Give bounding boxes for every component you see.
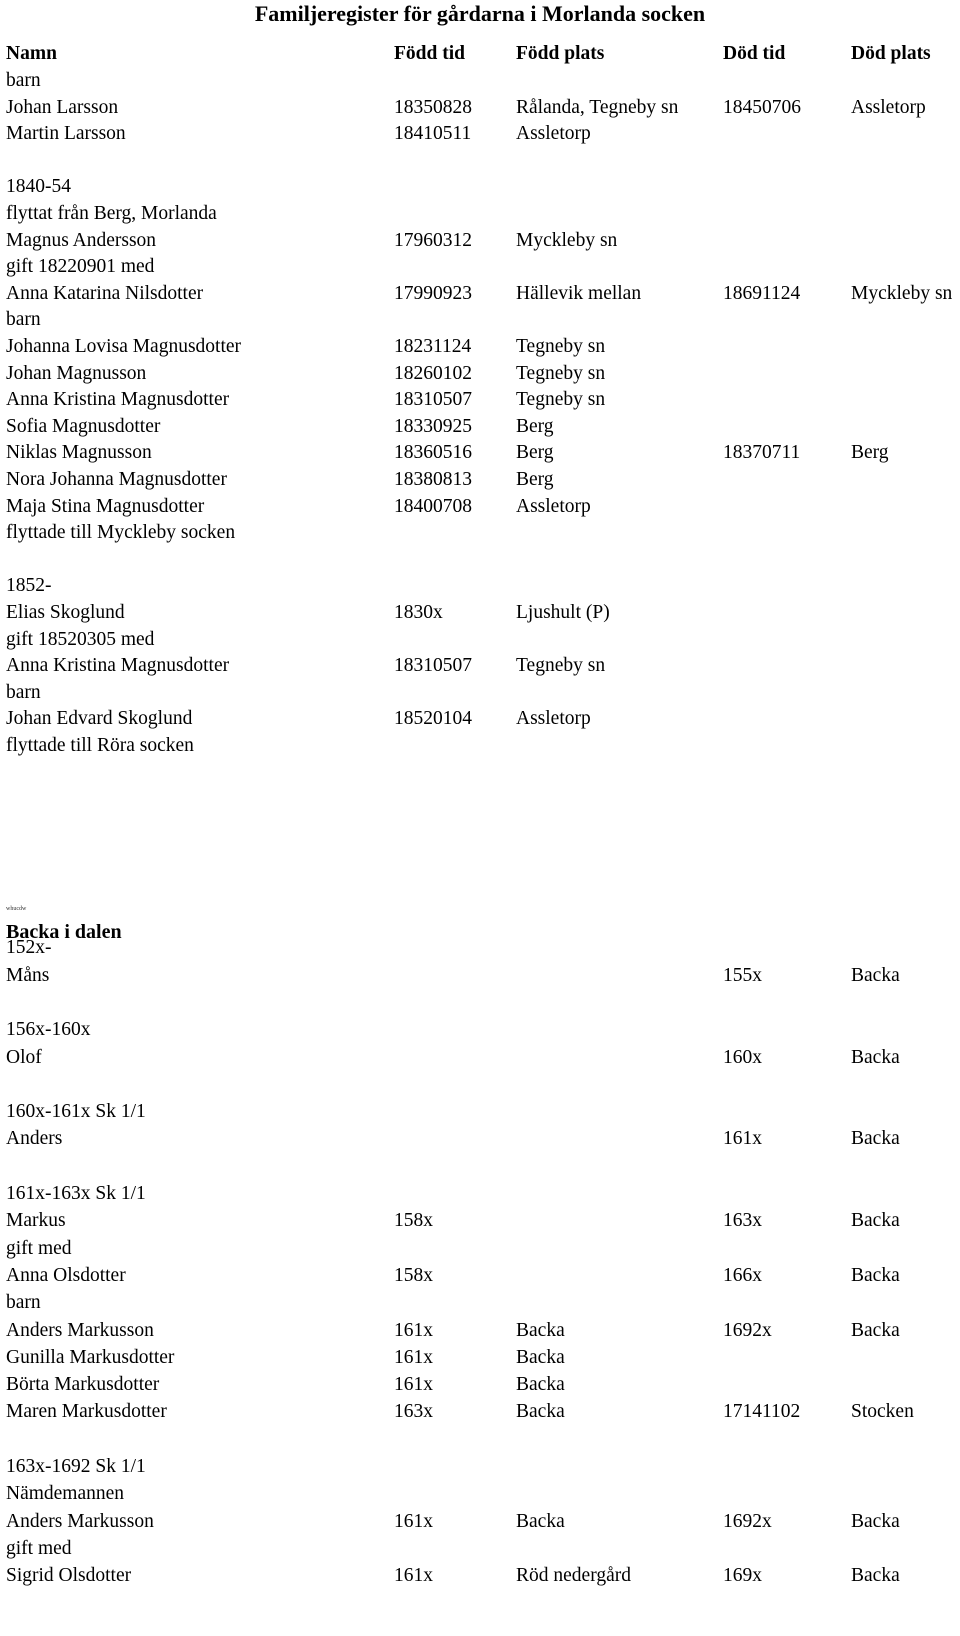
cell-death-date: 166x xyxy=(723,1264,762,1286)
cell-name: Olof xyxy=(6,1046,42,1068)
cell-death-date: 18370711 xyxy=(723,442,801,464)
register-row xyxy=(0,1207,960,1235)
cell-birth-date: 18310507 xyxy=(394,655,472,677)
cell-death-place: Backa xyxy=(851,1565,900,1587)
register-row xyxy=(0,360,960,388)
cell-name: Maren Markusdotter xyxy=(6,1401,167,1423)
cell-death-place: Backa xyxy=(851,1319,900,1341)
register-row xyxy=(0,147,960,175)
register-row xyxy=(0,907,960,935)
cell-birth-date: 161x xyxy=(394,1346,433,1368)
register-row xyxy=(0,1317,960,1345)
cell-birth-date: 18330925 xyxy=(394,415,472,437)
cell-birth-date: 158x xyxy=(394,1264,433,1286)
cell-birth-date: 161x xyxy=(394,1374,433,1396)
cell-death-date: 169x xyxy=(723,1565,762,1587)
cell-birth-place: Backa xyxy=(516,1401,565,1423)
cell-birth-date: 18410511 xyxy=(394,123,472,145)
cell-name: Anders Markusson xyxy=(6,1319,154,1341)
cell-death-place: Stocken xyxy=(851,1401,914,1423)
cell-name: Börta Markusdotter xyxy=(6,1374,160,1396)
cell-death-date: 18450706 xyxy=(723,96,801,118)
cell-death-date: 161x xyxy=(723,1128,762,1150)
cell-death-date: 17141102 xyxy=(723,1401,801,1423)
cell-death-place: Backa xyxy=(851,1510,900,1532)
cell-birth-date: 161x xyxy=(394,1565,433,1587)
small-mark-text: whucdw xyxy=(6,906,27,912)
register-row xyxy=(0,466,960,494)
cell-death-place: Berg xyxy=(851,442,889,464)
cell-birth-date: 18310507 xyxy=(394,389,472,411)
register-row xyxy=(0,934,960,962)
cell-death-date: 1692x xyxy=(723,1510,772,1532)
cell-death-date: 1692x xyxy=(723,1319,772,1341)
cell-name: Anna Katarina Nilsdotter xyxy=(6,282,204,304)
document-title: Familjeregister för gårdarna i Morlanda socken xyxy=(254,1,706,26)
section-heading-backa-i-dalen: Backa i dalen xyxy=(6,921,122,943)
cell-death-place: Backa xyxy=(851,1046,900,1068)
cell-birth-date: 158x xyxy=(394,1210,433,1232)
register-row xyxy=(0,1098,960,1126)
cell-name: Elias Skoglund xyxy=(6,602,125,623)
cell-name: Markus xyxy=(6,1210,66,1232)
cell-name: 1840-54 xyxy=(6,176,71,198)
cell-name: barn xyxy=(6,1292,41,1314)
register-row xyxy=(0,1371,960,1399)
column-header-dod-tid: Död tid xyxy=(723,43,786,64)
cell-birth-place: Assletorp xyxy=(516,495,591,517)
register-row xyxy=(0,1125,960,1153)
cell-name: Johan Edvard Skoglund xyxy=(6,708,193,730)
cell-death-place: Backa xyxy=(851,1210,900,1232)
cell-birth-date: 18360516 xyxy=(394,442,472,464)
cell-death-place: Backa xyxy=(851,964,900,986)
register-row xyxy=(0,173,960,201)
register-row xyxy=(0,439,960,467)
register-row xyxy=(0,519,960,547)
register-row xyxy=(0,626,960,654)
cell-birth-place: Tegneby sn xyxy=(516,362,606,384)
cell-birth-place: Backa xyxy=(516,1374,565,1396)
cell-name: Sofia Magnusdotter xyxy=(6,415,161,437)
cell-death-place: Assletorp xyxy=(851,96,926,118)
cell-name: Anna Kristina Magnusdotter xyxy=(6,655,230,677)
register-row xyxy=(0,280,960,308)
register-row xyxy=(0,1508,960,1536)
cell-death-place: Myckleby sn xyxy=(851,282,953,304)
cell-death-place: Backa xyxy=(851,1264,900,1286)
register-row xyxy=(0,989,960,1017)
register-row xyxy=(0,962,960,990)
cell-name: Nora Johanna Magnusdotter xyxy=(6,469,227,490)
cell-birth-place: Hällevik mellan xyxy=(516,282,642,304)
register-row xyxy=(0,306,960,334)
register-row xyxy=(0,1289,960,1317)
register-row xyxy=(0,1426,960,1454)
register-row xyxy=(0,652,960,680)
column-header-fodd-plats: Född plats xyxy=(516,43,605,64)
register-row xyxy=(0,679,960,707)
cell-name: Sigrid Olsdotter xyxy=(6,1565,132,1587)
register-row xyxy=(0,1153,960,1181)
register-row xyxy=(0,1562,960,1590)
cell-birth-place: Tegneby sn xyxy=(516,389,606,411)
register-row xyxy=(0,493,960,521)
register-row xyxy=(0,546,960,574)
cell-birth-place: Myckleby sn xyxy=(516,229,618,251)
column-header-dod-plats: Död plats xyxy=(851,43,931,64)
register-row xyxy=(0,94,960,122)
cell-birth-place: Backa xyxy=(516,1346,565,1368)
register-row xyxy=(0,572,960,600)
register-row xyxy=(0,1235,960,1263)
cell-birth-date: 161x xyxy=(394,1319,433,1341)
cell-name: gift 18520305 med xyxy=(6,628,155,650)
register-row xyxy=(0,1344,960,1372)
cell-name: gift med xyxy=(6,1537,72,1559)
cell-name: Anders xyxy=(6,1128,63,1150)
cell-death-date: 155x xyxy=(723,964,762,986)
column-header-row xyxy=(0,40,960,67)
register-row xyxy=(0,1071,960,1099)
cell-birth-place: Tegneby sn xyxy=(516,655,606,677)
register-row xyxy=(0,253,960,281)
register-row xyxy=(0,386,960,414)
register-row xyxy=(0,333,960,361)
cell-name: barn xyxy=(6,70,41,91)
cell-name: 163x-1692 Sk 1/1 xyxy=(6,1456,146,1477)
cell-name: flyttade till Myckleby socken xyxy=(6,522,236,544)
cell-death-place: Backa xyxy=(851,1128,900,1150)
register-row xyxy=(0,1016,960,1044)
register-row xyxy=(0,1262,960,1290)
cell-birth-place: Assletorp xyxy=(516,708,591,730)
cell-name: Anders Markusson xyxy=(6,1510,154,1532)
cell-name: flyttade till Röra socken xyxy=(6,735,194,756)
cell-name: 1852- xyxy=(6,575,52,597)
cell-birth-place: Rålanda, Tegneby sn xyxy=(516,96,679,118)
cell-birth-date: 163x xyxy=(394,1401,433,1423)
cell-birth-place: Backa xyxy=(516,1319,565,1341)
cell-name: Magnus Andersson xyxy=(6,229,157,251)
cell-birth-place: Assletorp xyxy=(516,123,591,145)
cell-name: Johan Magnusson xyxy=(6,362,147,384)
cell-death-date: 160x xyxy=(723,1046,762,1068)
cell-birth-date: 18260102 xyxy=(394,362,472,384)
cell-birth-date: 17990923 xyxy=(394,282,472,304)
register-row xyxy=(0,1180,960,1208)
register-row xyxy=(0,67,960,95)
cell-birth-place: Berg xyxy=(516,442,554,464)
register-row xyxy=(0,413,960,441)
cell-name: Måns xyxy=(6,964,50,986)
cell-birth-date: 18400708 xyxy=(394,495,472,517)
cell-name: 160x-161x Sk 1/1 xyxy=(6,1101,146,1123)
cell-death-date: 163x xyxy=(723,1210,762,1232)
register-row xyxy=(0,1535,960,1563)
register-row xyxy=(0,732,960,760)
cell-name: 156x-160x xyxy=(6,1019,91,1041)
column-header-namn: Namn xyxy=(6,43,57,64)
cell-name: Nämdemannen xyxy=(6,1483,125,1505)
cell-death-date: 18691124 xyxy=(723,282,801,304)
cell-name: Anna Kristina Magnusdotter xyxy=(6,389,230,411)
cell-name: flyttat från Berg, Morlanda xyxy=(6,203,217,224)
cell-name: Gunilla Markusdotter xyxy=(6,1346,175,1368)
cell-birth-date: 18231124 xyxy=(394,336,472,357)
cell-birth-place: Ljushult (P) xyxy=(516,602,610,623)
column-header-fodd-tid: Född tid xyxy=(394,43,465,64)
cell-name: 161x-163x Sk 1/1 xyxy=(6,1183,146,1204)
cell-name: 152x- xyxy=(6,937,52,959)
register-row xyxy=(0,1453,960,1481)
cell-birth-date: 18520104 xyxy=(394,708,472,730)
cell-birth-date: 17960312 xyxy=(394,229,472,251)
cell-birth-date: 161x xyxy=(394,1510,433,1532)
register-row xyxy=(0,1398,960,1426)
register-row xyxy=(0,120,960,148)
cell-birth-place: Röd nedergård xyxy=(516,1565,631,1587)
cell-name: Anna Olsdotter xyxy=(6,1264,126,1286)
register-row xyxy=(0,227,960,255)
cell-name: Johanna Lovisa Magnusdotter xyxy=(6,336,242,357)
cell-name: barn xyxy=(6,681,41,703)
cell-birth-date: 18350828 xyxy=(394,96,472,118)
cell-name: Martin Larsson xyxy=(6,123,126,145)
cell-birth-place: Backa xyxy=(516,1510,565,1532)
cell-birth-place: Berg xyxy=(516,469,554,490)
cell-name: barn xyxy=(6,309,41,331)
cell-name: gift med xyxy=(6,1237,72,1259)
cell-birth-date: 1830x xyxy=(394,602,443,623)
cell-birth-place: Berg xyxy=(516,415,554,437)
cell-name: gift 18220901 med xyxy=(6,256,155,278)
cell-birth-place: Tegneby sn xyxy=(516,336,606,357)
register-row xyxy=(0,1044,960,1072)
register-row xyxy=(0,200,960,228)
cell-birth-date: 18380813 xyxy=(394,469,472,490)
register-row xyxy=(0,599,960,627)
cell-name: Maja Stina Magnusdotter xyxy=(6,495,205,517)
register-row xyxy=(0,705,960,733)
cell-name: Niklas Magnusson xyxy=(6,442,152,464)
cell-name: Johan Larsson xyxy=(6,96,119,118)
register-row xyxy=(0,1480,960,1508)
